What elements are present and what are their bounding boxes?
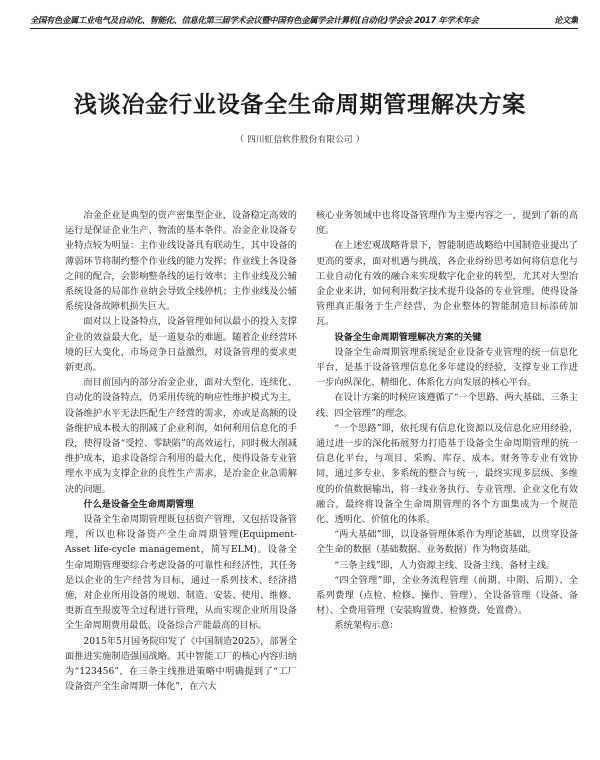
paragraph: 在设计方案的时候应该遵循了“一个思路、两大基础、三条主线、四全管理”的理念。 <box>316 392 578 419</box>
running-header <box>30 12 578 26</box>
paragraph: “两大基础”即，以设备管理体系作为理论基础，以贯穿设备全生命的数据（基础数据、业务数据）作为物资基础。 <box>316 529 578 556</box>
running-header-left: 全国有色金属工业电气及自动化、智能化、信息化第三届学术会议暨中国有色金属学会计算机(自动化)学会会 2017 年学术年会 <box>30 15 479 25</box>
paper-title: 浅谈冶金行业设备全生命周期管理解决方案 <box>73 92 527 118</box>
paragraph: 2015年5月国务院印发了《中国制造2025》，部署全面推进实施制造强国战略。其中智能工厂的核心内容归纳为“123456”，在三条主线推进策略中明确提到了“工厂设备资产全生命周期一体化”，在六大 <box>65 635 297 693</box>
paragraph: 在上述宏观战略背景下，智能制造战略给中国制造业提出了更高的要求，面对机遇与挑战，各企业纷纷思考如何将信息化与工业自动化有效的融合来实现数字化企业的转型，尤其对大型冶金企业来讲，如何利用数字技术提升设备的专业管理，使得设备管理真正服务于生产经营，为企业整体的智能制造目标添砖加瓦。 <box>316 240 578 328</box>
running-header-right: 论文集 <box>554 15 578 25</box>
header-rule <box>30 28 578 29</box>
left-column <box>65 208 297 756</box>
paragraph: “一个思路”即，依托现有信息化资源以及信息化应用经验，通过进一步的深化拓展努力打造基于设备全生命周期管理的统一信息化平台，与项目、采购、库存、成本、财务等专业有效协同，通过多专业、多系统的整合与统一，最终实现多层级、多维度的价值数据输出，将一线业务执行、专业管理、企业文化有效融合，最终将设备全生命周期管理的各个方面集成为一个规范化、透明化、价值化的体系。 <box>316 422 578 526</box>
section-heading: 什么是设备全生命周期管理 <box>83 498 194 510</box>
section-heading: 设备全生命周期管理解决方案的关键 <box>334 331 482 343</box>
paragraph: 设备全生命周期管理系统是企业设备专业管理的统一信息化平台，是基于设备管理信息化多年建设的经验，支撑专业工作进一步向纵深化、精细化、体系化方向发展的核心平台。 <box>316 346 578 389</box>
paragraph: 设备全生命周期管理既包括资产管理，又包括设备管理，所以也称设备资产全生命周期管理(Equipment-Asset life-cycle management，简写ELM)。设备全生命周期管理要综合考虑设备的可靠性和经济性，其任务是以企业的生产经营为目标，通过一系列技术、经济措施，对企业所用设备的规划、制造、安装、使用、维修、更新直至报废等全过程进行管理，从而实现企业所用设备全生命周期费用最低、设备综合产能最高的目标。 <box>65 514 297 632</box>
author-affiliation: （ 四川虹信软件股份有限公司 ） <box>235 135 365 145</box>
paragraph-continued: 核心业务领域中也将设备管理作为主要内容之一，提到了新的高度。 <box>316 210 578 237</box>
paragraph: 冶金企业是典型的资产密集型企业，设备稳定高效的运行是保证企业生产、物流的基本条件。冶金企业设备专业特点较为明显：主作业线设备具有联动生，其中设备的薄弱环节将制约整个作业线的能力发挥；作业线上各设备之间的配合，会影响整条线的运行效率；主作业线及公辅系统设备的局部作业纳会导致全线停机；主作业线及公辅系统设备故障机损失巨大。 <box>65 210 297 313</box>
right-column <box>316 208 578 756</box>
paragraph: “四全管理”即，全业务流程管理（前期、中期、后期）、全系列费理（点检、检修、操作、管理）、全设备管理（设备、备材）、全费用管理（安装购置费、检修费、处置费）。 <box>316 574 578 617</box>
paragraph: 面对以上设备特点，设备管理如何以最小的投入支撑企业的效益最大化，是一道复杂的难题。随着企业经营环境的巨大变化，市场竞争日益激烈，对设备管理的要求更新更高。 <box>65 316 297 374</box>
paragraph: 系统架构示意： <box>334 620 399 632</box>
paragraph: “三条主线”即，人力资源主线、设备主线、备材主线。 <box>334 559 556 571</box>
paragraph: 而目前国内的部分冶金企业，面对大型化、连续化、自动化的设备特点，仍采用传统的响应性维护模式为主，设备维护水平无法匹配生产经营的需求，亦或是高额的设备维护成本极大的削减了企业利润，如何利用信息化的手段，使得设备“受控、零缺陷”的高效运行，同时极大削减维护成本，追求设备综合利用的最大化，使得设备专业管理水平成为支撑企业的良性生产需求，是冶金企业急需解决的问题。 <box>65 377 297 495</box>
